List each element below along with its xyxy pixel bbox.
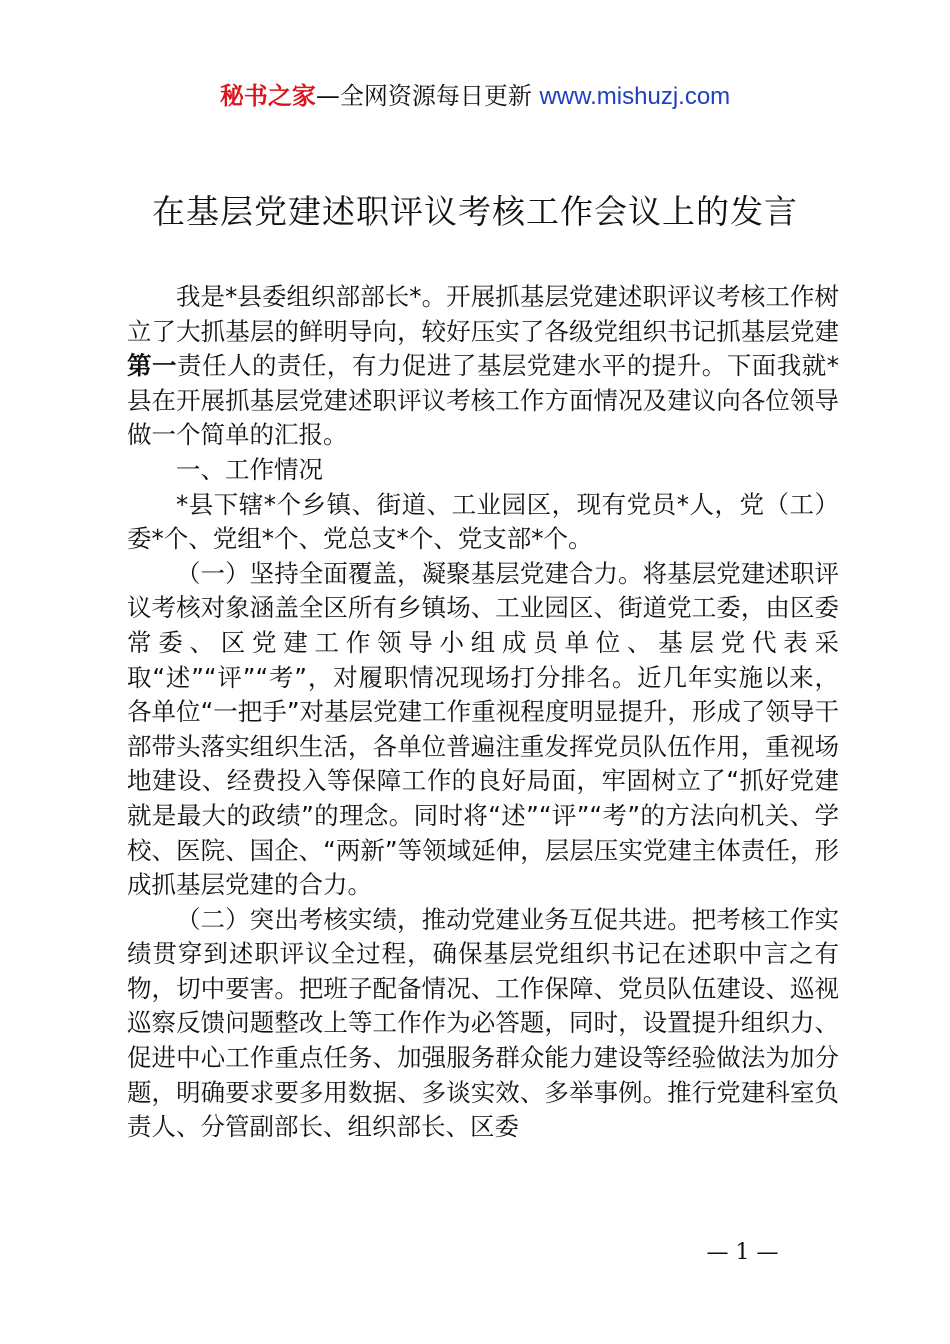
site-header — [0, 80, 950, 113]
paragraph-full-coverage: （一）坚持全面覆盖，凝聚基层党建合力。将基层党建述职评议考核对象涵盖全区所有乡镇场、工业园区、街道党工委，由区委常委、区党建工作领导小组成员单位、基层党代表采取“述”“评”“考”，对履职情况现场打分排名。近几年实施以来，各单位“一把手”对基层党建工作重视程度明显提升，形成了领导干部带头落实组织生活，各单位普遍注重发挥党员队伍作用，重视场地建设、经费投入等保障工作的良好局面，牢固树立了“抓好党建就是最大的政绩”的理念。同时将“述”“评”“考”的方法向机关、学校、医院、国企、“两新”等领域延伸，层层压实党建主体责任，形成抓基层党建的合力。 — [127, 558, 839, 900]
page-number: — 1 — — [706, 1240, 779, 1265]
paragraph-intro — [127, 280, 839, 453]
intro-bold-text: 第一 — [127, 351, 177, 381]
document-title: 在基层党建述职评议考核工作会议上的发言 — [152, 192, 798, 231]
header-brand: 秘书之家 — [219, 82, 316, 110]
document-body — [127, 280, 839, 1145]
paragraph-county-overview: *县下辖*个乡镇、街道、工业园区，现有党员*人，党（工）委*个、党组*个、党总支*个、党支部*个。 — [127, 489, 839, 554]
intro-text-before: 我是*县委组织部部长*。开展抓基层党建述职评议考核工作树立了大抓基层的鲜明导向，较好压实了各级党组织书记抓基层党建 — [127, 282, 839, 346]
header-site-link[interactable]: www.mishuzj.com — [539, 83, 731, 110]
intro-text-after: 责任人的责任，有力促进了基层党建水平的提升。下面我就*县在开展抓基层党建述职评议考核工作方面情况及建议向各位领导做一个简单的汇报。 — [127, 351, 839, 450]
paragraph-assessment-results: （二）突出考核实绩，推动党建业务互促共进。把考核工作实绩贯穿到述职评议全过程，确保基层党组织书记在述职中言之有物，切中要害。把班子配备情况、工作保障、党员队伍建设、巡视巡察反馈问题整改上等工作作为必答题，同时，设置提升组织力、促进中心工作重点任务、加强服务群众能力建设等经验做法为加分题，明确要求要多用数据、多谈实效、多举事例。推行党建科室负责人、分管副部长、组织部长、区委 — [127, 904, 839, 1142]
header-tagline: —全网资源每日更新 — [315, 82, 532, 110]
section-heading-work-status: 一、工作情况 — [176, 454, 323, 484]
